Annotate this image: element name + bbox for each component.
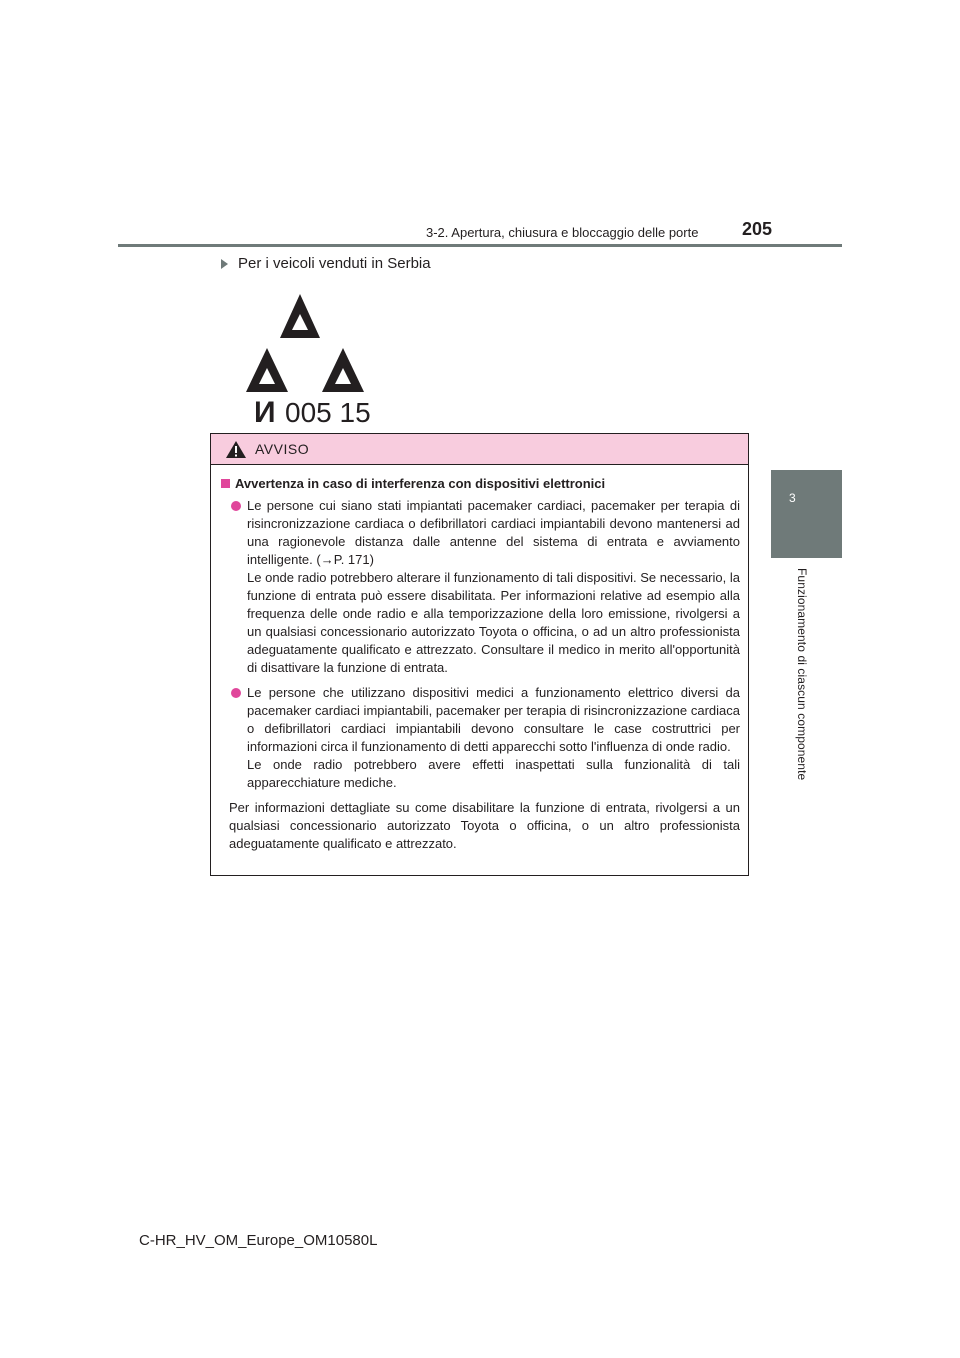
- warning-title: AVVISO: [255, 441, 310, 457]
- triangle-mark-icon: [246, 294, 364, 392]
- section-title: 3-2. Apertura, chiusura e bloccaggio delle porte: [426, 225, 699, 240]
- circle-bullet-icon: [231, 501, 241, 511]
- warning-heading-text: Avvertenza in caso di interferenza con dispositivi elettronici: [235, 476, 606, 491]
- mark-code: 005 15: [285, 397, 371, 428]
- triangle-bullet-icon: [221, 259, 228, 269]
- warning-heading: [221, 475, 740, 493]
- chapter-label: Funzionamento di ciascun componente: [795, 568, 809, 781]
- square-bullet-icon: [221, 479, 230, 488]
- header-divider: [118, 244, 842, 247]
- warning-box: [210, 433, 749, 876]
- list-item: [221, 684, 740, 792]
- warning-body: [211, 465, 748, 853]
- document-id: C-HR_HV_OM_Europe_OM10580L: [139, 1232, 378, 1249]
- region-bullet: [221, 255, 431, 272]
- chapter-number: 3: [789, 491, 796, 505]
- page-number: 205: [742, 219, 773, 239]
- warning-triangle-icon: [225, 440, 247, 459]
- item1-paragraph1: Le persone cui siano stati impiantati pacemaker cardiaci, pacemaker per terapia di risincronizzazione cardiaca o defibrillatori cardiaci impiantabili devono mantenersi ad una ragionevole distanza dalle antenne del sistema di entrata e avviamento intelligente. (→P. 171): [247, 498, 740, 567]
- list-item: [221, 497, 740, 677]
- warning-header: [211, 434, 748, 465]
- item2-paragraph1: Le persone che utilizzano dispositivi medici a funzionamento elettrico diversi da pacemaker cardiaci impiantabili, pacemaker per terapia di risincronizzazione cardiaca o defibrillatori cardiaci impiantabili devono consultare le case costruttrici per informazioni circa il funzionamento di detti apparecchi sotto l'influenza di onde radio.: [247, 685, 740, 754]
- circle-bullet-icon: [231, 688, 241, 698]
- chapter-tab: [771, 470, 842, 558]
- mark-letter: И: [254, 396, 276, 429]
- item2-paragraph2: Le onde radio potrebbero avere effetti inaspettati sulla funzionalità di tali apparecchiature mediche.: [247, 757, 740, 790]
- closing-paragraph: Per informazioni dettagliate su come disabilitare la funzione di entrata, rivolgersi a un qualsiasi concessionario autorizzato Toyota o officina, o un altro professionista adeguatamente qualificato e attrezzato.: [229, 800, 740, 851]
- approval-mark: [240, 290, 380, 430]
- region-bullet-text: Per i veicoli venduti in Serbia: [238, 255, 431, 272]
- item1-paragraph2: Le onde radio potrebbero alterare il funzionamento di tali dispositivi. Se necessario, la funzione di entrata può essere disabilitata. Per informazioni relative ad esempio alla frequenza delle onde radio e alla temporizzazione della loro emissione, rivolgersi a un qualsiasi concessionario autorizzato Toyota o officina, o ad un altro professionista adeguatamente qualificato e attrezzato. Consultare il medico in merito all'opportunità di disattivare la funzione di entrata.: [247, 570, 740, 675]
